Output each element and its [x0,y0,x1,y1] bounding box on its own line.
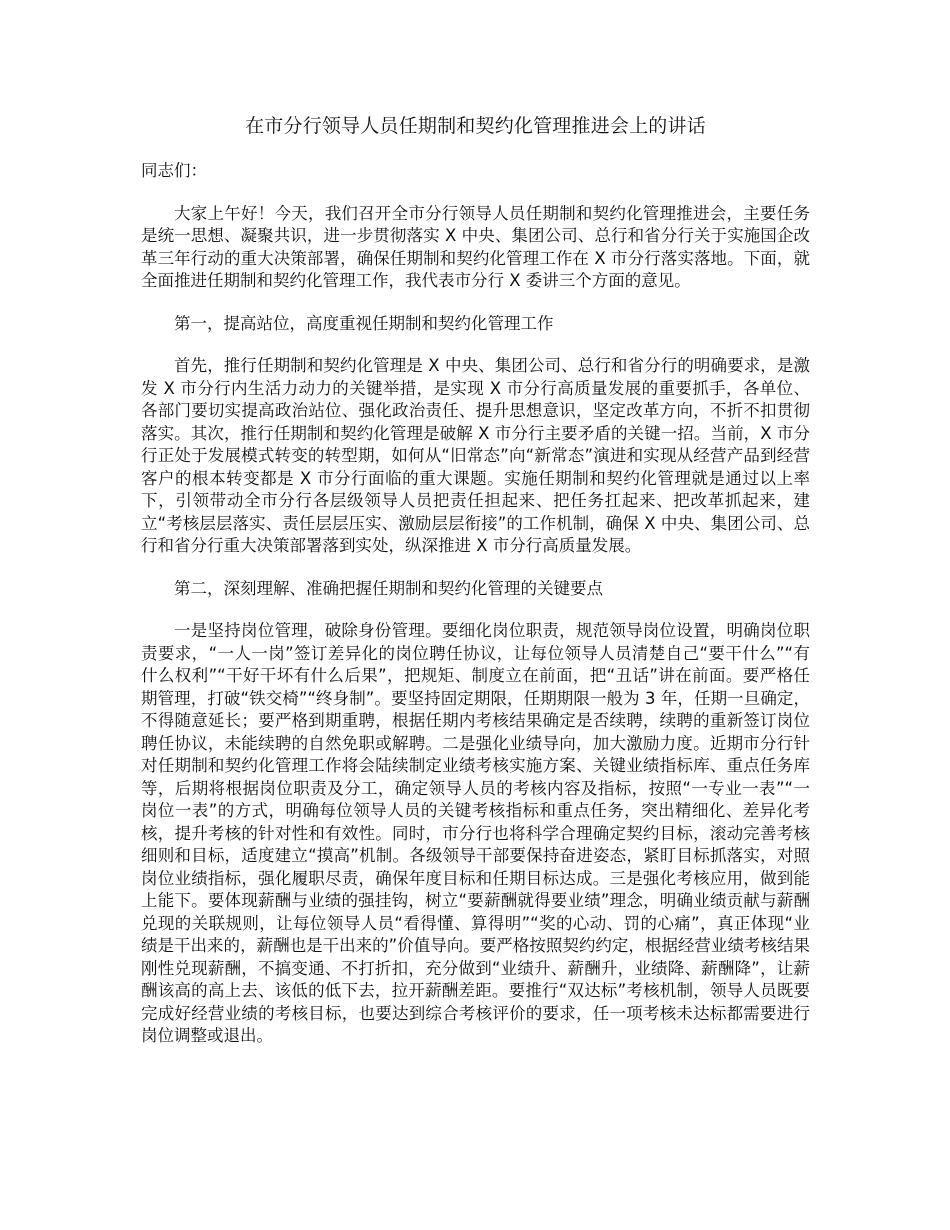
salutation: 同志们： [141,161,207,180]
document-title: 在市分行领导人员任期制和契约化管理推进会上的讲话 [245,115,706,137]
paragraph-second-body: 一是坚持岗位管理，破除身份管理。要细化岗位职责，规范领导岗位设置，明确岗位职责要求，“一人一岗”签订差异化的岗位聘任协议，让每位领导人员清楚自己“要干什么”“有什么权利”“干好干坏有什么后果”，把规矩、制度立在前面，把“丑话”讲在前面。要严格任期管理，打破“铁交椅”“终身制”。要坚持固定期限，任期期限一般为 3 年，任期一旦确定，不得随意延长；要严格到期重聘，根据任期内考核结果确定是否续聘，续聘的重新签订岗位聘任协议，未能续聘的自然免职或解聘。二是强化业绩导向，加大激励力度。近期市分行针对任期制和契约化管理工作将会陆续制定业绩考核实施方案、关键业绩指标库、重点任务库等，后期将根据岗位职责及分工，确定领导人员的考核内容及指标，按照“一专业一表”“一岗位一表”的方式，明确每位领导人员的关键考核指标和重点任务，突出精细化、差异化考核，提升考核的针对性和有效性。同时，市分行也将科学合理确定契约目标，滚动完善考核细则和目标，适度建立“摸高”机制。各级领导干部要保持奋进姿态，紧盯目标抓落实，对照岗位业绩指标，强化履职尽责，确保年度目标和任期目标达成。三是强化考核应用，做到能上能下。要体现薪酬与业绩的强挂钩，树立“要薪酬就得要业绩”理念，明确业绩贡献与薪酬兑现的关联规则，让每位领导人员“看得懂、算得明”“奖的心动、罚的心痛”，真正体现“业绩是干出来的，薪酬也是干出来的”价值导向。要严格按照契约约定，根据经营业绩考核结果刚性兑现薪酬，不搞变通、不打折扣，充分做到“业绩升、薪酬升，业绩降、薪酬降”，让薪酬该高的高上去、该低的低下去，拉开薪酬差距。要推行“双达标”考核机制，领导人员既要完成好经营业绩的考核目标，也要达到综合考核评价的要求，任一项考核未达标都需要进行岗位调整或退出。 [141,621,810,1045]
paragraph-intro: 大家上午好！今天，我们召开全市分行领导人员任期制和契约化管理推进会，主要任务是统一思想、凝聚共识，进一步贯彻落实 X 中央、集团公司、总行和省分行关于实施国企改革三年行动的重大决策部署，确保任期制和契约化管理工作在 X 市分行落实落地。下面，就全面推进任期制和契约化管理工作，我代表市分行 X 委讲三个方面的意见。 [141,203,810,290]
section-heading-second: 第二，深刻理解、准确把握任期制和契约化管理的关键要点 [174,578,603,598]
paragraph-first-body: 首先，推行任期制和契约化管理是 X 中央、集团公司、总行和省分行的明确要求，是激发 X 市分行内生活力动力的关键举措，是实现 X 市分行高质量发展的重要抓手，各单位、各部门要切实提高政治站位、强化政治责任、提升思想意识，坚定改革方向，不折不扣贯彻落实。其次，推行任期制和契约化管理是破解 X 市分行主要矛盾的关键一招。当前，X 市分行正处于发展模式转变的转型期，如何从“旧常态”向“新常态”演进和实现从经营产品到经营客户的根本转变都是 X 市分行面临的重大课题。实施任期制和契约化管理就是通过以上率下，引领带动全市分行各层级领导人员把责任担起来、把任务扛起来、把改革抓起来，建立“考核层层落实、责任层层压实、激励层层衔接”的工作机制，确保 X 中央、集团公司、总行和省分行重大决策部署落到实处，纵深推进 X 市分行高质量发展。 [141,356,810,555]
section-heading-first: 第一，提高站位，高度重视任期制和契约化管理工作 [174,313,554,333]
